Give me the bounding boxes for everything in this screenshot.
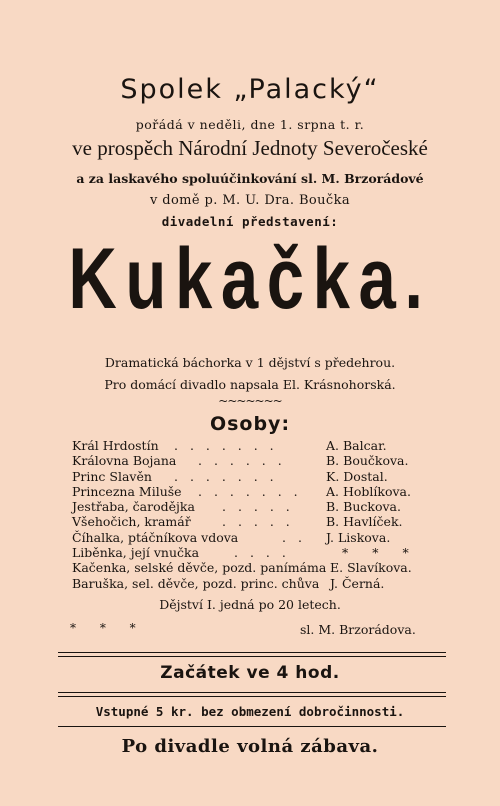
- cast-actor: B. Havlíček.: [326, 514, 403, 530]
- cast-role: Číhalka, ptáčníkova vdova: [72, 529, 239, 545]
- cast-row: [0, 545, 500, 560]
- cast-actor: B. Buckova.: [326, 499, 401, 515]
- cast-role: Kačenka, selské děvče, pozd. panímáma: [72, 560, 327, 576]
- cast-actor: B. Boučkova.: [326, 453, 409, 469]
- single-rule: [58, 726, 446, 727]
- performance-line: divadelní představení:: [161, 214, 339, 229]
- cast-row: [0, 499, 500, 514]
- director-credit: sl. M. Brzorádova.: [300, 622, 416, 637]
- beneficiary-line: ve prospěch Národní Jednoty Severočeské: [72, 136, 428, 160]
- cast-row: [0, 453, 500, 468]
- asterism: * * *: [70, 621, 146, 635]
- play-author: Pro domácí divadlo napsala El. Krásnohorská.: [104, 377, 396, 392]
- cast-role: Jestřaba, čarodějka: [72, 499, 195, 515]
- start-time: Začátek ve 4 hod.: [160, 663, 340, 683]
- date-line: pořádá v neděli, dne 1. srpna t. r.: [135, 117, 365, 132]
- cast-actor: A. Balcar.: [326, 438, 387, 453]
- cast-row: [0, 469, 500, 484]
- dot-leader: . . . .: [234, 545, 290, 561]
- cast-role: Liběnka, její vnučka: [72, 545, 200, 561]
- dot-leader: . . . . .: [222, 499, 294, 515]
- cast-role: Baruška, sel. děvče, pozd. princ. chůva: [72, 575, 320, 591]
- cast-list: [0, 438, 500, 591]
- cast-row: [0, 576, 500, 591]
- play-genre: Dramatická báchorka v 1 dějství s předehrou.: [104, 355, 396, 370]
- after-party: Po divadle volná zábava.: [121, 736, 379, 757]
- cooperation-line: a za laskavého spoluúčinkování sl. M. Brzorádové: [76, 171, 424, 186]
- cast-row: [0, 530, 500, 545]
- cast-role: Královna Bojana: [72, 453, 177, 469]
- cast-row: [0, 438, 500, 453]
- dot-leader: . .: [282, 529, 306, 545]
- cast-role: Král Hrdostín: [72, 438, 159, 453]
- venue-line: v domě p. M. U. Dra. Boučka: [149, 193, 351, 208]
- cast-actor: J. Liskova.: [326, 529, 391, 545]
- admission-line: Vstupné 5 kr. bez obmezení dobročinnosti.: [95, 704, 405, 719]
- dot-leader: . . . . . . .: [174, 468, 278, 484]
- cast-actor: K. Dostal.: [326, 468, 388, 484]
- cast-actor: E. Slavíkova.: [330, 560, 412, 576]
- dot-leader: . . . . .: [222, 514, 294, 530]
- cast-row: [0, 560, 500, 575]
- cast-role: Princ Slavěn: [72, 468, 152, 484]
- play-title: Kukačka.: [68, 231, 432, 327]
- cast-actor: A. Hoblíkova.: [326, 483, 411, 499]
- cast-row: [0, 514, 500, 529]
- double-rule: [58, 652, 446, 657]
- dot-leader: . . . . . .: [198, 453, 286, 469]
- organizer-heading: Spolek „Palacký“: [120, 74, 380, 105]
- cast-row: [0, 484, 500, 499]
- ornament-divider: ~~~~~~~: [218, 394, 282, 408]
- double-rule: [58, 692, 446, 697]
- act-note: Dějství I. jedná po 20 letech.: [159, 597, 341, 612]
- dot-leader: . . . . . . .: [198, 483, 302, 499]
- cast-heading: Osoby:: [209, 413, 291, 435]
- cast-role: Princezna Miluše: [72, 483, 182, 499]
- cast-role: Všehočich, kramář: [72, 514, 191, 530]
- dot-leader: . . . . . . .: [174, 438, 278, 453]
- cast-actor: * * *: [342, 545, 419, 561]
- cast-actor: J. Černá.: [330, 575, 385, 591]
